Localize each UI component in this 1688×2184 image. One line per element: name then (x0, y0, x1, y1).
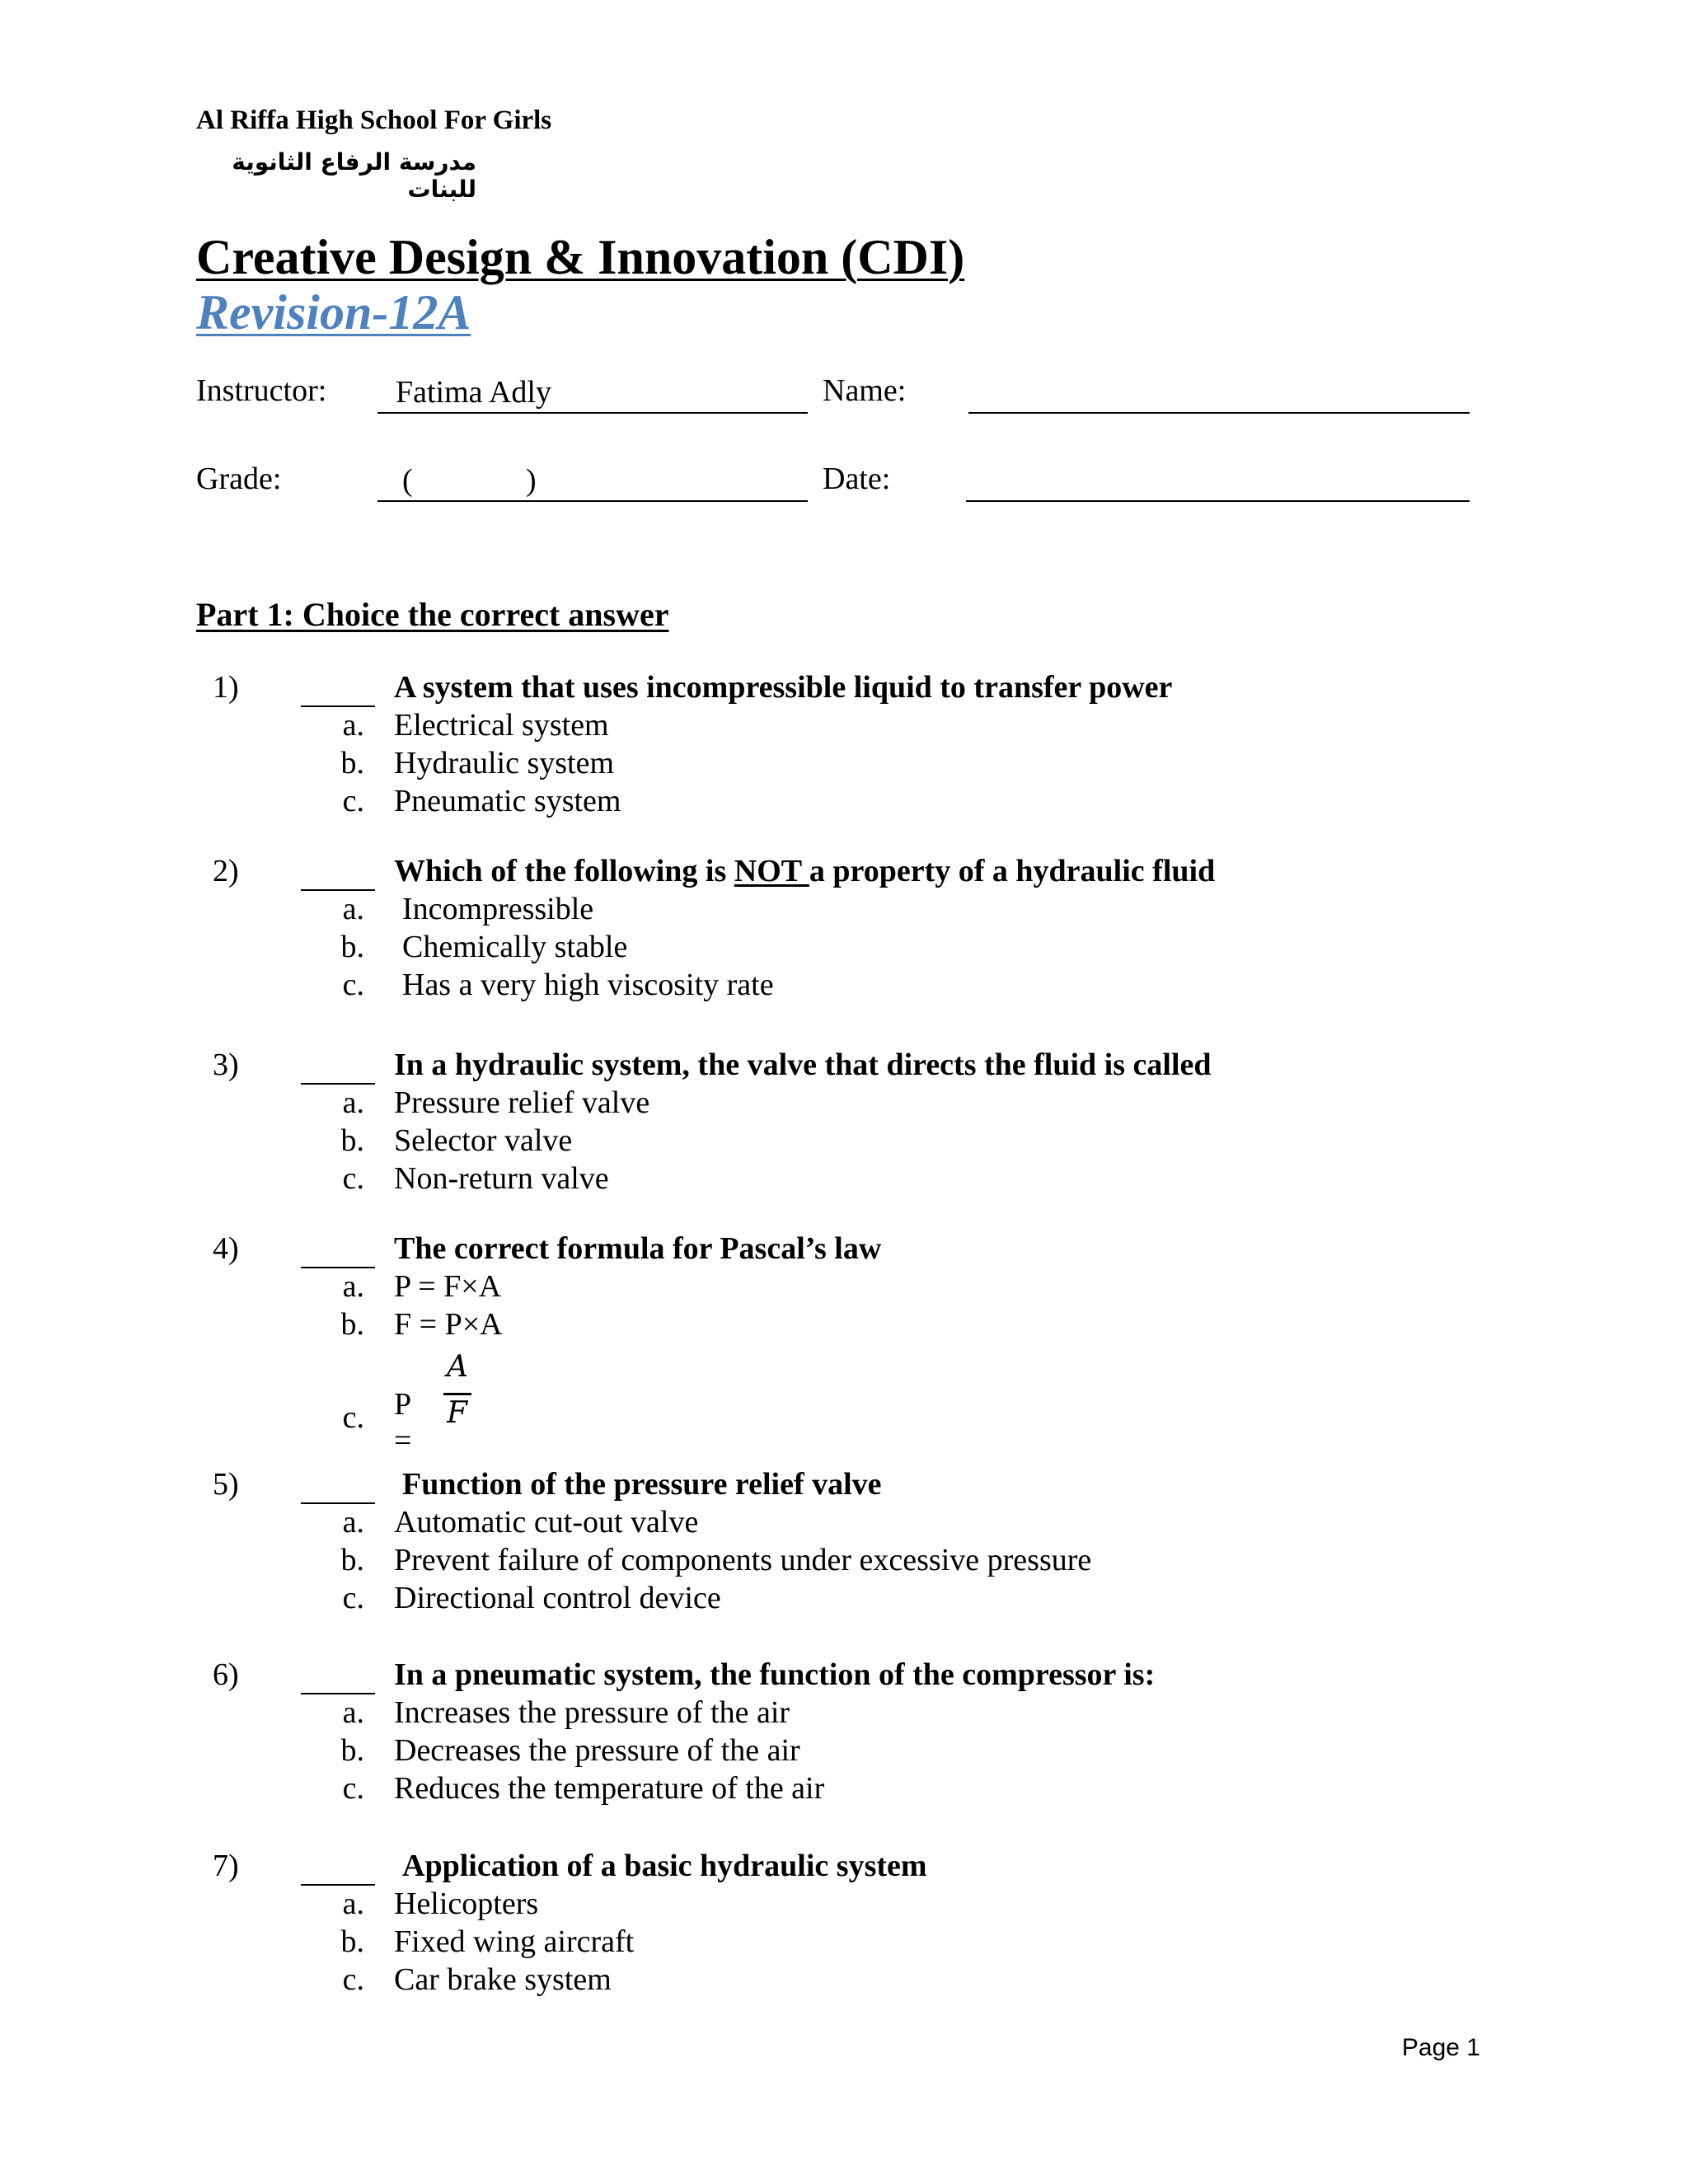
option-text: Reduces the temperature of the air (394, 1771, 825, 1806)
answer-blank[interactable] (301, 1663, 375, 1694)
option-a (0, 707, 1688, 745)
option-c (0, 1160, 1688, 1198)
grade-close-paren: ) (526, 463, 537, 498)
option-text: Non-return valve (394, 1161, 609, 1196)
option-letter: a. (342, 892, 364, 926)
question-stem: A system that uses incompressible liquid to transfer power (394, 670, 1173, 705)
option-letter: b. (340, 1307, 364, 1342)
option-text: Selector valve (394, 1123, 573, 1158)
answer-blank[interactable] (301, 1854, 375, 1886)
option-letter: c. (342, 1161, 364, 1196)
option-text: F = P×A (394, 1307, 503, 1342)
option-a (0, 891, 1688, 929)
name-field[interactable] (968, 373, 1470, 414)
option-text: Incompressible (402, 892, 594, 926)
question-stem: The correct formula for Pascal’s law (394, 1231, 882, 1266)
option-text: Prevent failure of components under excessive pressure (394, 1543, 1092, 1577)
option-b (0, 745, 1688, 783)
formula-numerator: A (447, 1350, 468, 1384)
option-letter: c. (342, 1581, 364, 1615)
document-subtitle: Revision-12A (196, 285, 471, 340)
option-a (0, 1694, 1688, 1732)
answer-blank[interactable] (301, 676, 375, 707)
grade-label: Grade: (196, 462, 282, 496)
name-label: Name: (823, 373, 907, 408)
option-text: Fixed wing aircraft (394, 1924, 635, 1959)
instructor-label: Instructor: (196, 373, 327, 408)
option-text: Decreases the pressure of the air (394, 1733, 800, 1768)
option-letter: b. (340, 1924, 364, 1959)
question-stem: Function of the pressure relief valve (402, 1467, 882, 1502)
option-text: Has a very high viscosity rate (402, 968, 774, 1002)
option-text: Pressure relief valve (394, 1085, 650, 1120)
formula-denominator: F (447, 1396, 467, 1430)
formula-lhs: P = (394, 1387, 412, 1458)
option-text: Directional control device (394, 1581, 721, 1615)
instructor-field (377, 373, 808, 414)
stem-part: a property of a hydraulic fluid (809, 854, 1216, 888)
date-field[interactable] (966, 461, 1470, 502)
option-b (0, 1122, 1688, 1160)
option-c (0, 1580, 1688, 1618)
option-text: Electrical system (394, 708, 609, 743)
grade-open-paren: ( (402, 463, 413, 498)
option-c (0, 1770, 1688, 1808)
instructor-value: Fatima Adly (396, 375, 551, 410)
option-b (0, 1732, 1688, 1770)
option-text: Automatic cut-out valve (394, 1505, 699, 1540)
school-name-arabic: مدرسة الرفاع الثانوية للبنات (232, 148, 476, 203)
option-c (0, 1399, 1688, 1437)
question-number: 6) (213, 1657, 239, 1692)
answer-blank[interactable] (301, 1473, 375, 1504)
question-stem (394, 853, 1215, 889)
page-number: Page 1 (1401, 2034, 1480, 2061)
question-stem: In a pneumatic system, the function of the compressor is: (394, 1657, 1156, 1692)
option-c (0, 1961, 1688, 1999)
option-b (0, 1924, 1688, 1961)
option-text: Helicopters (394, 1886, 539, 1921)
option-letter: b. (340, 930, 364, 964)
option-b (0, 1542, 1688, 1580)
option-letter: b. (340, 746, 364, 780)
option-c (0, 783, 1688, 821)
stem-emphasis: NOT (734, 854, 809, 888)
option-text: P = F×A (394, 1269, 502, 1304)
option-letter: a. (342, 708, 364, 743)
question-number: 1) (213, 670, 239, 705)
option-a (0, 1886, 1688, 1924)
question-number: 3) (213, 1047, 239, 1082)
option-letter: b. (340, 1733, 364, 1768)
option-c (0, 967, 1688, 1005)
question-number: 4) (213, 1231, 239, 1266)
option-a (0, 1085, 1688, 1122)
option-letter: c. (342, 1771, 364, 1806)
option-text: Hydraulic system (394, 746, 615, 780)
option-letter: b. (340, 1123, 364, 1158)
option-letter: a. (342, 1505, 364, 1540)
grade-field[interactable] (377, 461, 808, 502)
option-letter: a. (342, 1695, 364, 1730)
option-a (0, 1268, 1688, 1306)
school-name-english: Al Riffa High School For Girls (196, 105, 552, 135)
date-label: Date: (823, 462, 891, 496)
fraction-bar (443, 1393, 471, 1395)
question-stem: In a hydraulic system, the valve that directs the fluid is called (394, 1047, 1212, 1082)
answer-blank[interactable] (301, 1237, 375, 1268)
part1-title: Part 1: Choice the correct answer (196, 596, 669, 633)
question-number: 2) (213, 854, 239, 888)
stem-part: Which of the following is (394, 854, 734, 888)
option-letter: c. (342, 968, 364, 1002)
option-letter: a. (342, 1886, 364, 1921)
option-letter: b. (340, 1543, 364, 1577)
document-title: Creative Design & Innovation (CDI) (196, 230, 965, 284)
question-number: 7) (213, 1849, 239, 1883)
option-b (0, 1306, 1688, 1344)
option-letter: a. (342, 1085, 364, 1120)
option-text: Chemically stable (402, 930, 628, 964)
option-letter: c. (342, 1400, 364, 1435)
option-a (0, 1504, 1688, 1542)
answer-blank[interactable] (301, 860, 375, 891)
option-letter: a. (342, 1269, 364, 1304)
option-letter: c. (342, 784, 364, 818)
option-b (0, 929, 1688, 967)
option-text: Pneumatic system (394, 784, 621, 818)
answer-blank[interactable] (301, 1053, 375, 1085)
option-text: Increases the pressure of the air (394, 1695, 790, 1730)
option-text: Car brake system (394, 1962, 612, 1997)
option-letter: c. (342, 1962, 364, 1997)
question-stem: Application of a basic hydraulic system (402, 1849, 927, 1883)
question-number: 5) (213, 1467, 239, 1502)
